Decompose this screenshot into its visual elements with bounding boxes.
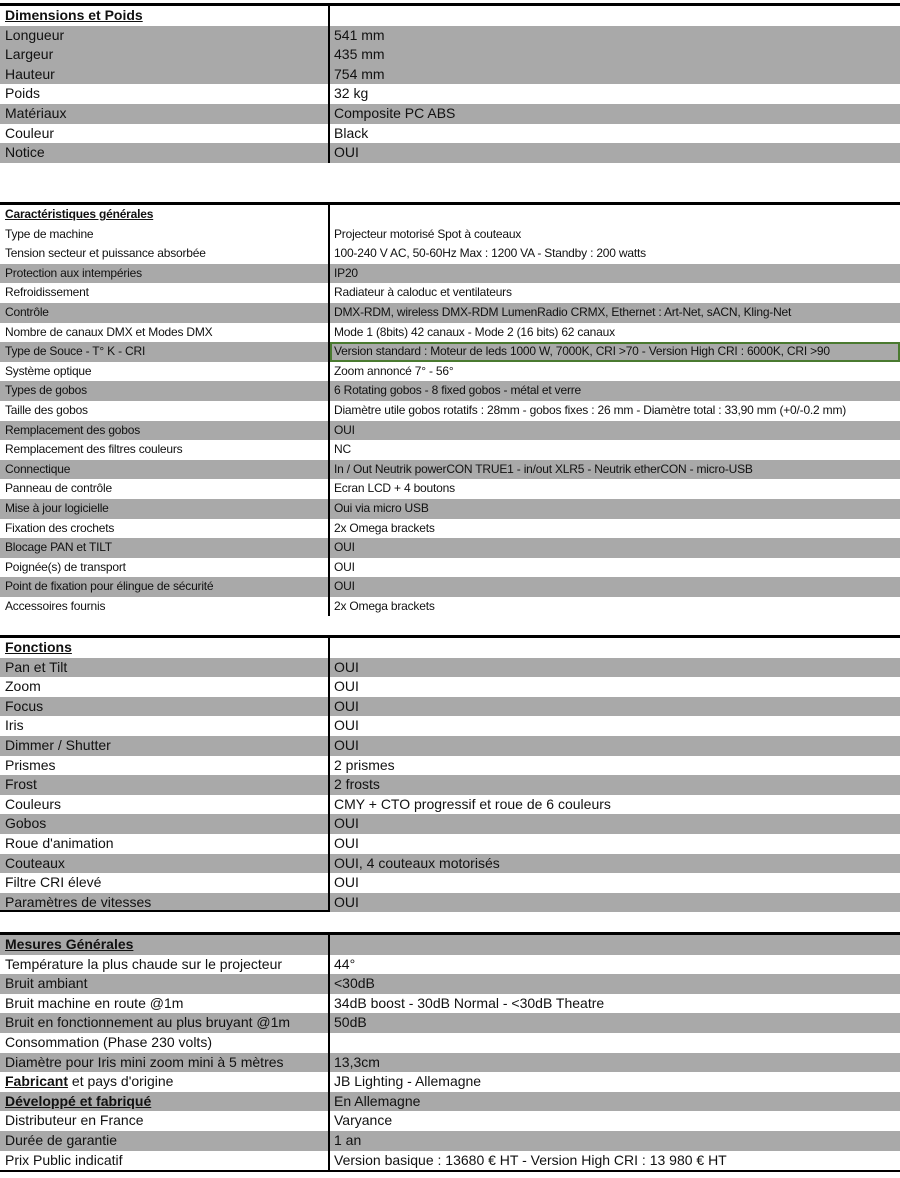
table-row — [0, 124, 900, 144]
table-row — [0, 65, 900, 85]
table-row — [0, 264, 900, 284]
table-row — [0, 401, 900, 421]
table-row — [0, 381, 900, 401]
table-row — [0, 45, 900, 65]
table-row-selected[interactable] — [0, 342, 900, 362]
table-row — [0, 1033, 900, 1053]
table-row — [0, 479, 900, 499]
row-label: Remplacement des gobos — [0, 421, 330, 441]
table-row — [0, 244, 900, 264]
row-label: Type de Souce - T° K - CRI — [0, 342, 330, 362]
table-row-developpe — [0, 1092, 900, 1112]
row-label: Point de fixation pour élingue de sécurité — [0, 577, 330, 597]
row-label: Frost — [0, 775, 330, 795]
row-value: OUI — [334, 815, 359, 832]
table-row — [0, 1151, 900, 1171]
table-row — [0, 1131, 900, 1151]
row-value: Mode 1 (8bits) 42 canaux - Mode 2 (16 bits) 62 canaux — [334, 324, 615, 339]
row-label: Diamètre pour Iris mini zoom mini à 5 mètres — [0, 1053, 330, 1073]
row-value: 32 kg — [334, 85, 369, 102]
table-row — [0, 873, 900, 893]
row-label: Hauteur — [0, 65, 330, 85]
table-row — [0, 1013, 900, 1033]
table-row — [0, 1111, 900, 1131]
row-value: 2x Omega brackets — [334, 520, 435, 535]
row-label: Accessoires fournis — [0, 597, 330, 617]
section-mesures — [0, 932, 900, 1172]
row-value: OUI — [334, 874, 359, 891]
row-value: OUI — [334, 893, 359, 910]
section-title: Mesures Générales — [0, 935, 330, 955]
row-value: 13,3cm — [334, 1053, 380, 1070]
row-label: Couleurs — [0, 795, 330, 815]
row-value: OUI — [334, 834, 359, 851]
table-row — [0, 104, 900, 124]
row-value: 100-240 V AC, 50-60Hz Max : 1200 VA - Standby : 200 watts — [334, 246, 646, 261]
row-label: Type de machine — [0, 225, 330, 245]
row-label: Matériaux — [0, 104, 330, 124]
row-label: Connectique — [0, 460, 330, 480]
row-value: OUI — [334, 658, 359, 675]
row-value: OUI — [334, 697, 359, 714]
section-header — [0, 6, 900, 26]
table-row — [0, 558, 900, 578]
table-row — [0, 658, 900, 678]
row-value: 2 prismes — [334, 756, 395, 773]
row-label: Tension secteur et puissance absorbée — [0, 244, 330, 264]
row-label: Nombre de canaux DMX et Modes DMX — [0, 323, 330, 343]
row-label: Taille des gobos — [0, 401, 330, 421]
table-row — [0, 323, 900, 343]
row-value: 435 mm — [334, 46, 385, 63]
row-value — [330, 638, 900, 658]
row-label: Longueur — [0, 26, 330, 46]
row-label: Notice — [0, 143, 330, 163]
row-label: Poignée(s) de transport — [0, 558, 330, 578]
row-value: 50dB — [334, 1014, 367, 1031]
row-value: OUI — [334, 678, 359, 695]
row-label: Blocage PAN et TILT — [0, 538, 330, 558]
row-label: Pan et Tilt — [0, 658, 330, 678]
table-row — [0, 362, 900, 382]
table-row — [0, 775, 900, 795]
table-row — [0, 677, 900, 697]
table-row — [0, 26, 900, 46]
table-row — [0, 756, 900, 776]
table-row — [0, 994, 900, 1014]
row-label: Iris — [0, 716, 330, 736]
table-row — [0, 697, 900, 717]
row-label: Mise à jour logicielle — [0, 499, 330, 519]
row-value: 541 mm — [334, 26, 385, 43]
row-label: Température la plus chaude sur le projecteur — [0, 955, 330, 975]
row-value: 754 mm — [334, 65, 385, 82]
section-title: Dimensions et Poids — [0, 6, 330, 26]
table-row — [0, 225, 900, 245]
row-value: Radiateur à caloduc et ventilateurs — [334, 285, 512, 300]
row-value: CMY + CTO progressif et roue de 6 couleurs — [334, 795, 611, 812]
row-value: OUI — [334, 717, 359, 734]
table-row — [0, 854, 900, 874]
table-row — [0, 283, 900, 303]
row-label — [0, 1092, 330, 1112]
section-caracteristiques — [0, 202, 900, 616]
row-value: OUI — [334, 422, 355, 437]
row-value — [330, 1033, 900, 1053]
row-value: JB Lighting - Allemagne — [334, 1073, 482, 1090]
row-label: Refroidissement — [0, 283, 330, 303]
row-value — [330, 935, 900, 955]
row-value: Composite PC ABS — [334, 104, 456, 121]
table-row — [0, 795, 900, 815]
section-fonctions — [0, 635, 900, 912]
row-label: Prix Public indicatif — [0, 1151, 330, 1171]
table-row — [0, 143, 900, 163]
section-dimensions — [0, 3, 900, 163]
row-value: Varyance — [334, 1112, 393, 1129]
table-row — [0, 814, 900, 834]
row-label: Filtre CRI élevé — [0, 873, 330, 893]
row-value: Projecteur motorisé Spot à couteaux — [334, 226, 522, 241]
fabricant-label: Fabricant — [5, 1073, 69, 1090]
row-value: OUI, 4 couteaux motorisés — [334, 854, 500, 871]
table-row — [0, 499, 900, 519]
table-row — [0, 716, 900, 736]
row-value: 2x Omega brackets — [334, 598, 435, 613]
table-row — [0, 460, 900, 480]
row-label: Distributeur en France — [0, 1111, 330, 1131]
table-row — [0, 893, 900, 913]
row-value: Black — [334, 124, 369, 141]
row-label: Couleur — [0, 124, 330, 144]
row-label: Types de gobos — [0, 381, 330, 401]
table-row — [0, 538, 900, 558]
row-label: Gobos — [0, 814, 330, 834]
table-row — [0, 597, 900, 617]
row-label: Fabricant et pays d'origine — [0, 1072, 330, 1092]
row-value: Oui via micro USB — [334, 500, 429, 515]
row-value: 44° — [334, 955, 356, 972]
row-value: OUI — [334, 736, 359, 753]
row-value: OUI — [334, 144, 359, 161]
row-label: Focus — [0, 697, 330, 717]
row-value: Ecran LCD + 4 boutons — [334, 481, 455, 496]
section-header — [0, 205, 900, 225]
section-header — [0, 638, 900, 658]
selected-cell[interactable]: Version standard : Moteur de leds 1000 W, 7000K, CRI >70 - Version High CRI : 6000K, CRI >90 — [330, 342, 900, 362]
row-label: Prismes — [0, 756, 330, 776]
row-label: Durée de garantie — [0, 1131, 330, 1151]
row-label: Panneau de contrôle — [0, 479, 330, 499]
row-value: NC — [334, 442, 351, 457]
row-value: OUI — [334, 540, 355, 555]
section-header — [0, 935, 900, 955]
row-label: Roue d'animation — [0, 834, 330, 854]
row-value: Zoom annoncé 7° - 56° — [334, 363, 454, 378]
table-row — [0, 974, 900, 994]
row-value: In / Out Neutrik powerCON TRUE1 - in/out XLR5 - Neutrik etherCON - micro-USB — [334, 461, 753, 476]
section-title: Fonctions — [0, 638, 330, 658]
row-label: Paramètres de vitesses — [0, 893, 330, 913]
row-value: OUI — [334, 559, 355, 574]
table-row — [0, 303, 900, 323]
table-row-fabricant — [0, 1072, 900, 1092]
row-label: Dimmer / Shutter — [0, 736, 330, 756]
table-row — [0, 577, 900, 597]
row-value: 6 Rotating gobos - 8 fixed gobos - métal et verre — [334, 383, 582, 398]
row-value: <30dB — [334, 975, 375, 992]
table-row — [0, 955, 900, 975]
row-label: Couteaux — [0, 854, 330, 874]
row-value: En Allemagne — [334, 1092, 421, 1109]
row-value: IP20 — [334, 265, 358, 280]
row-label: Bruit ambiant — [0, 974, 330, 994]
section-title: Caractéristiques générales — [0, 205, 330, 225]
row-value: 34dB boost - 30dB Normal - <30dB Theatre — [334, 994, 605, 1011]
row-label: Système optique — [0, 362, 330, 382]
table-row — [0, 519, 900, 539]
table-row — [0, 834, 900, 854]
row-label: Fixation des crochets — [0, 519, 330, 539]
row-label: Poids — [0, 84, 330, 104]
row-value: Diamètre utile gobos rotatifs : 28mm - gobos fixes : 26 mm - Diamètre total : 33,90 mm (+0/-0.2 mm) — [334, 402, 847, 417]
row-value: DMX-RDM, wireless DMX-RDM LumenRadio CRMX, Ethernet : Art-Net, sACN, Kling-Net — [334, 304, 792, 319]
row-value: OUI — [334, 579, 355, 594]
table-row — [0, 736, 900, 756]
row-label: Largeur — [0, 45, 330, 65]
row-value — [330, 205, 900, 225]
table-row — [0, 421, 900, 441]
row-label: Contrôle — [0, 303, 330, 323]
developpe-label: Développé et fabriqué — [5, 1092, 152, 1109]
row-label: Remplacement des filtres couleurs — [0, 440, 330, 460]
row-label: Protection aux intempéries — [0, 264, 330, 284]
table-row — [0, 440, 900, 460]
row-value: 1 an — [334, 1131, 362, 1148]
table-row — [0, 84, 900, 104]
row-value: 2 frosts — [334, 776, 380, 793]
row-label: Zoom — [0, 677, 330, 697]
row-label: Consommation (Phase 230 volts) — [0, 1033, 330, 1053]
row-value — [330, 6, 900, 26]
row-label: Bruit machine en route @1m — [0, 994, 330, 1014]
row-label: Bruit en fonctionnement au plus bruyant @1m — [0, 1013, 330, 1033]
table-row — [0, 1053, 900, 1073]
row-value: Version basique : 13680 € HT - Version High CRI : 13 980 € HT — [334, 1151, 727, 1168]
